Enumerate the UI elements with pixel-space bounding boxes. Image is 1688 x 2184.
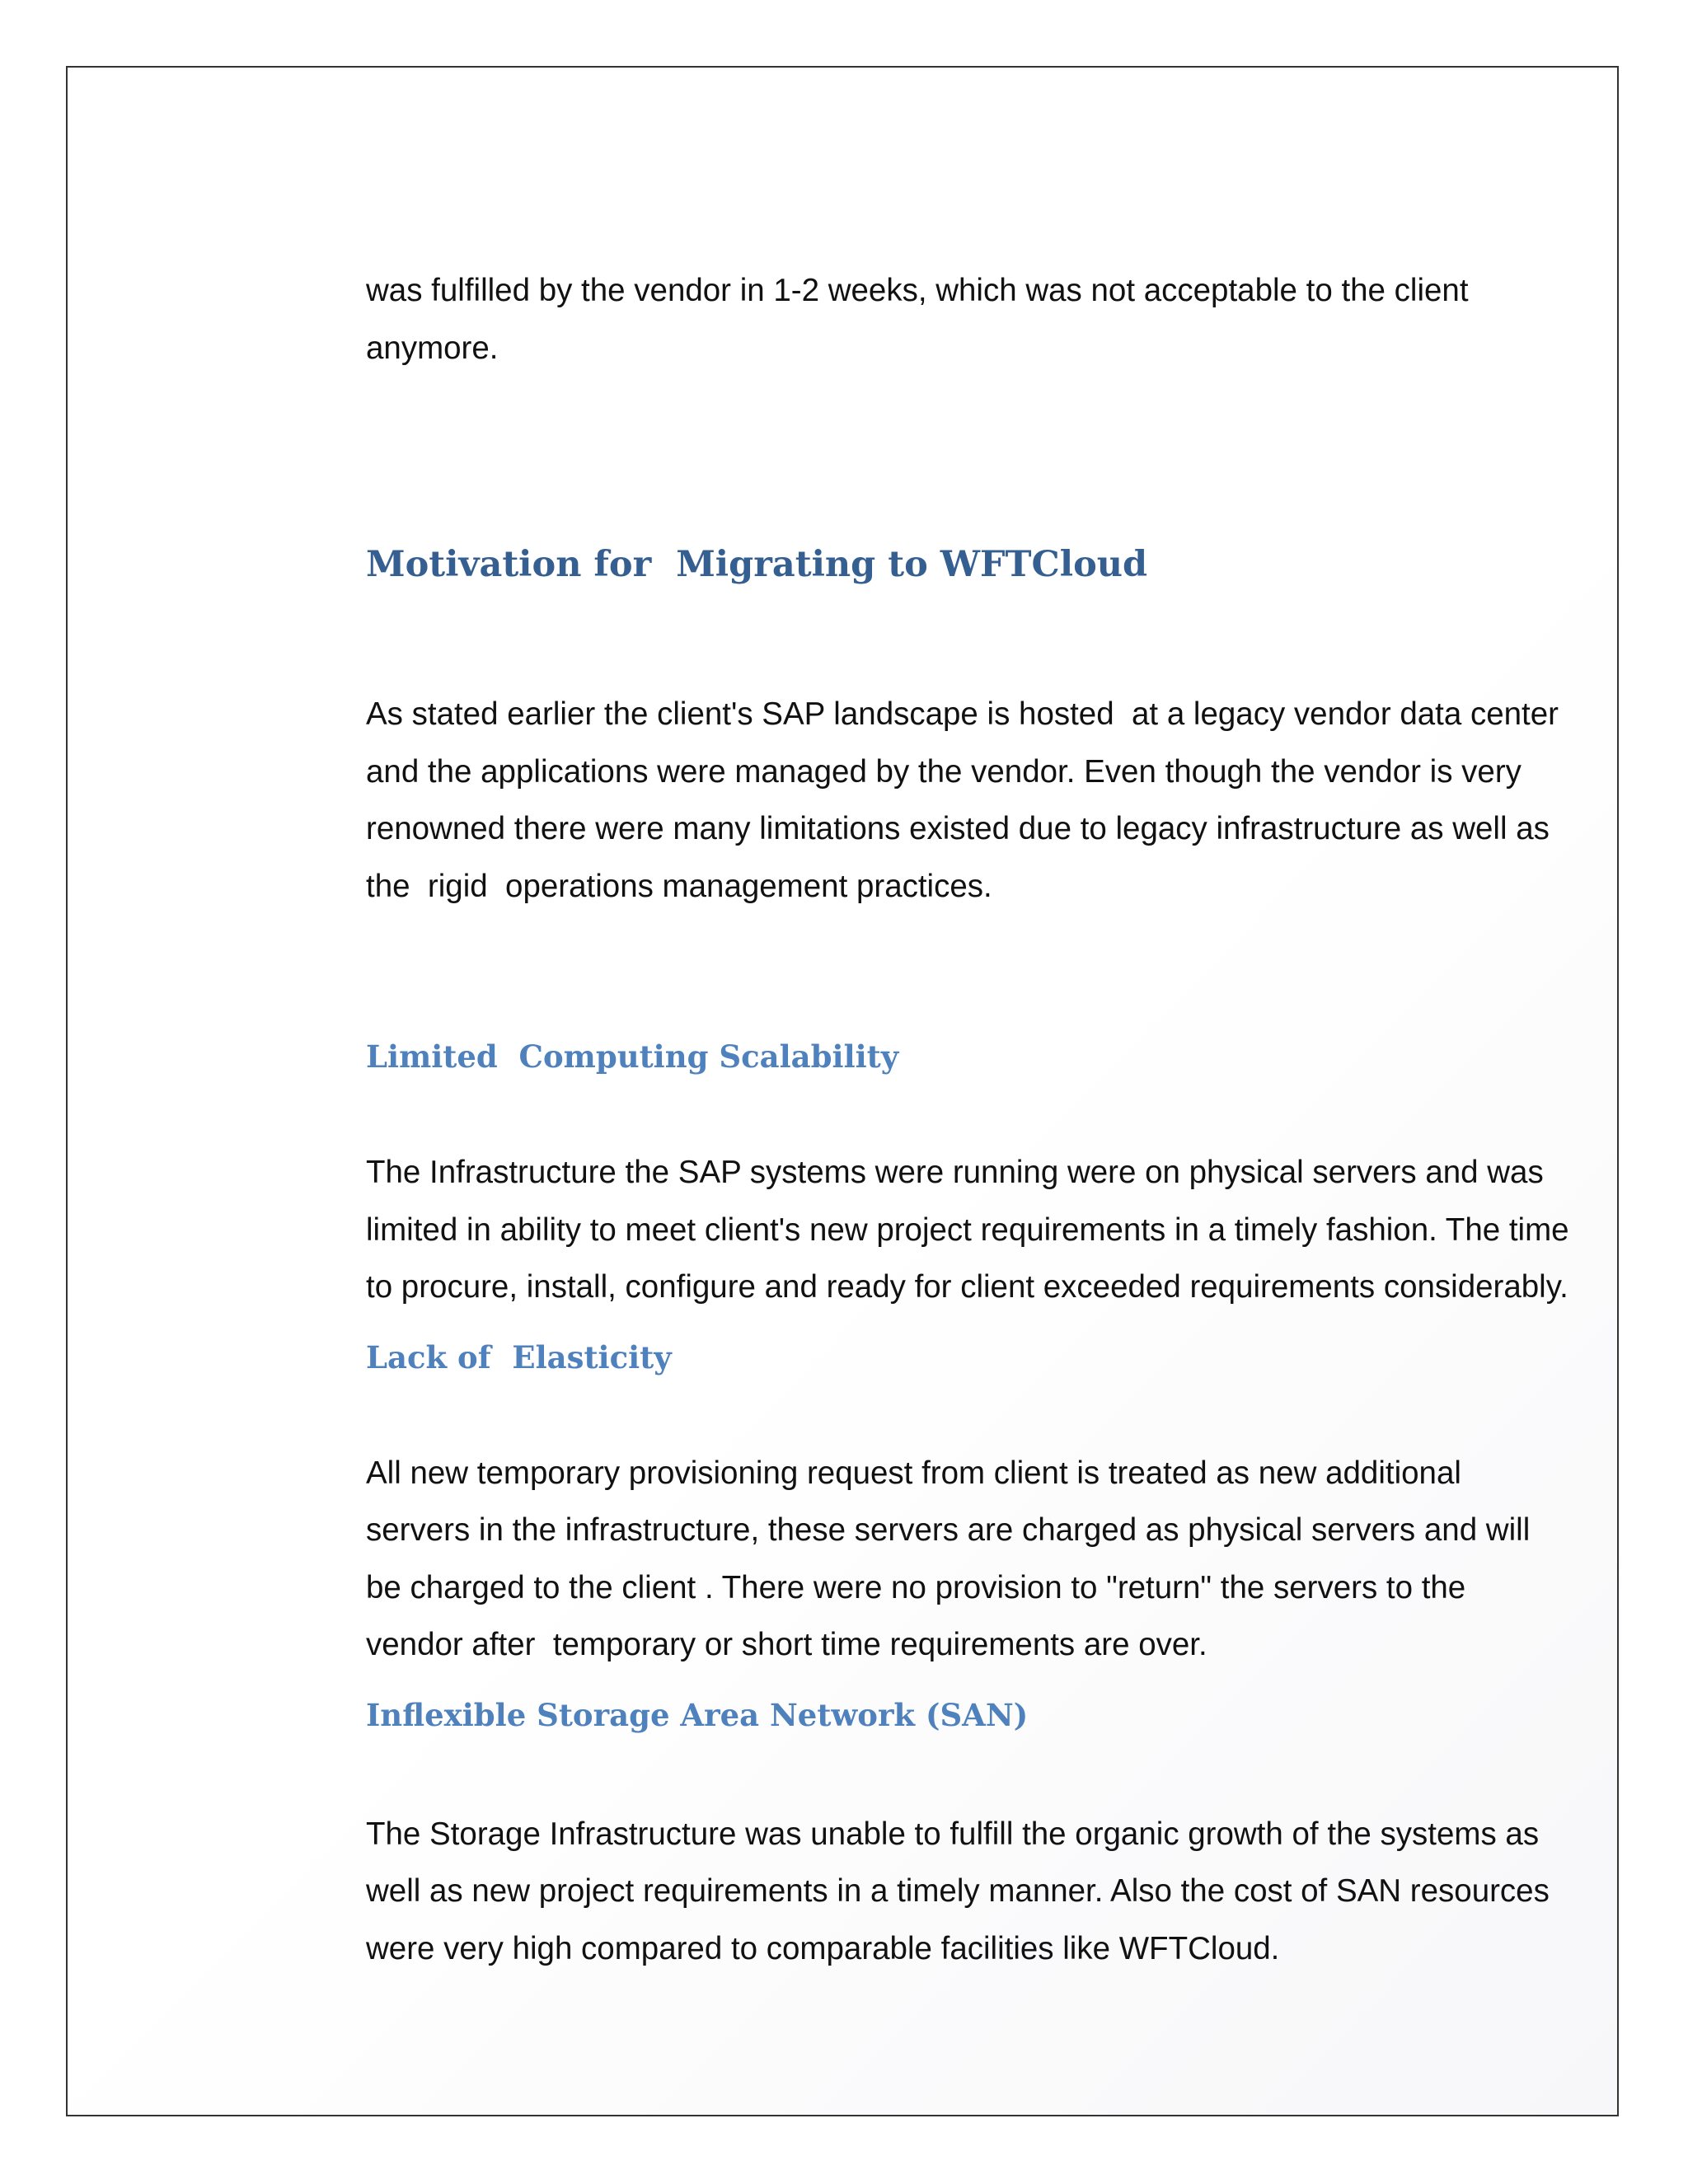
section-paragraph-san: The Storage Infrastructure was unable to fulfill the organic growth of the systems as well as new project requirements in a timely manner. Also the cost of SAN resources were very high compared to comparable facilities like WFTCloud. xyxy=(366,1816,1559,1966)
section-heading-san: Inflexible Storage Area Network (SAN) xyxy=(366,1696,1029,1733)
motivation-paragraph: As stated earlier the client's SAP landscape is hosted at a legacy vendor data center and the applications were managed by the vendor. Even though the vendor is very renowned there were many limitations existed due to legacy infrastructure as well as the rigid operations management practices. xyxy=(366,696,1568,904)
section-heading-elasticity: Lack of Elasticity xyxy=(366,1338,672,1376)
section-heading-computing-scalability: Limited Computing Scalability xyxy=(366,1038,899,1075)
page-frame xyxy=(66,66,1619,2116)
document-content xyxy=(366,262,1578,1977)
motivation-heading: Motivation for Migrating to WFTCloud xyxy=(366,544,1148,585)
section-paragraph-elasticity: All new temporary provisioning request from client is treated as new additional servers in the infrastructure, these servers are charged as physical servers and will be charged to the client . There were no provision to "return" the servers to the vendor after temporary or short time requirements are over. xyxy=(366,1455,1539,1662)
section-paragraph-computing-scalability: The Infrastructure the SAP systems were running were on physical servers and was limited in ability to meet client's new project requirements in a timely fashion. The time to procure, install, configure and ready for client exceeded requirements considerably. xyxy=(366,1155,1578,1305)
intro-paragraph: was fulfilled by the vendor in 1-2 weeks, which was not acceptable to the client anymore. xyxy=(366,273,1478,366)
